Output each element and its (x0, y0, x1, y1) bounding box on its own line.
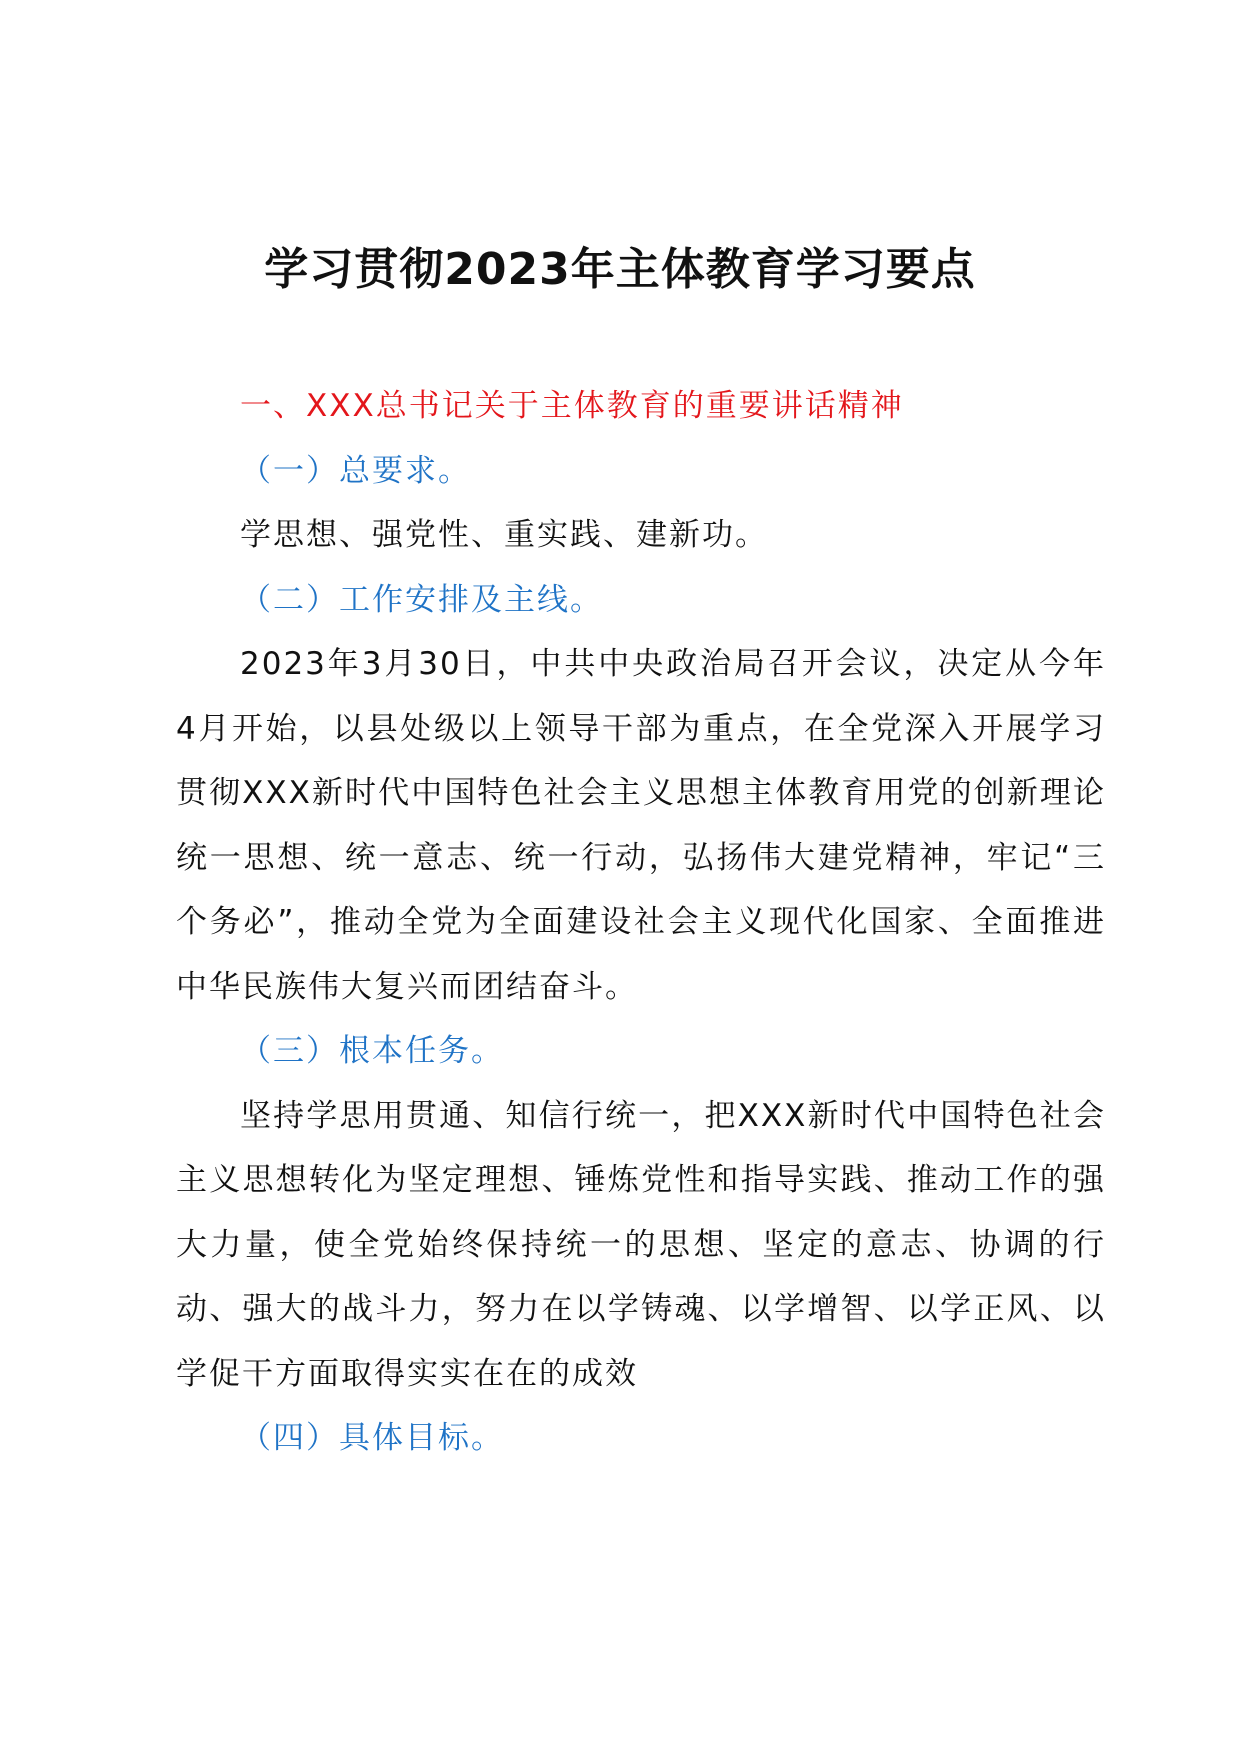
document-title: 学习贯彻2023年主体教育学习要点 (264, 244, 976, 295)
section-heading-1: 一、XXX总书记关于主体教育的重要讲话精神 (240, 388, 904, 424)
paragraph-3: 坚持学思用贯通、知信行统一，把XXX新时代中国特色社会主义思想转化为坚定理想、锤炼党性和指导实践、推动工作的强大力量，使全党始终保持统一的思想、坚定的意志、协调的行动、强大的战斗力，努力在以学铸魂、以学增智、以学正风、以学促干方面取得实实在在的成效 (176, 1097, 1106, 1392)
subsection-heading-4: （四）具体目标。 (240, 1420, 504, 1456)
document-body (176, 374, 1106, 1471)
subsection-heading-1: （一）总要求。 (240, 452, 471, 489)
paragraph-2: 2023年3月30日，中共中央政治局召开会议，决定从今年4月开始，以县处级以上领导干部为重点，在全党深入开展学习贯彻XXX新时代中国特色社会主义思想主体教育用党的创新理论统一思想、统一意志、统一行动，弘扬伟大建党精神，牢记“三个务必”，推动全党为全面建设社会主义现代化国家、全面推进中华民族伟大复兴而团结奋斗。 (176, 646, 1106, 1005)
paragraph-1: 学思想、强党性、重实践、建新功。 (240, 517, 768, 553)
subsection-heading-3: （三）根本任务。 (240, 1033, 504, 1069)
subsection-heading-2: （二）工作安排及主线。 (240, 581, 603, 618)
